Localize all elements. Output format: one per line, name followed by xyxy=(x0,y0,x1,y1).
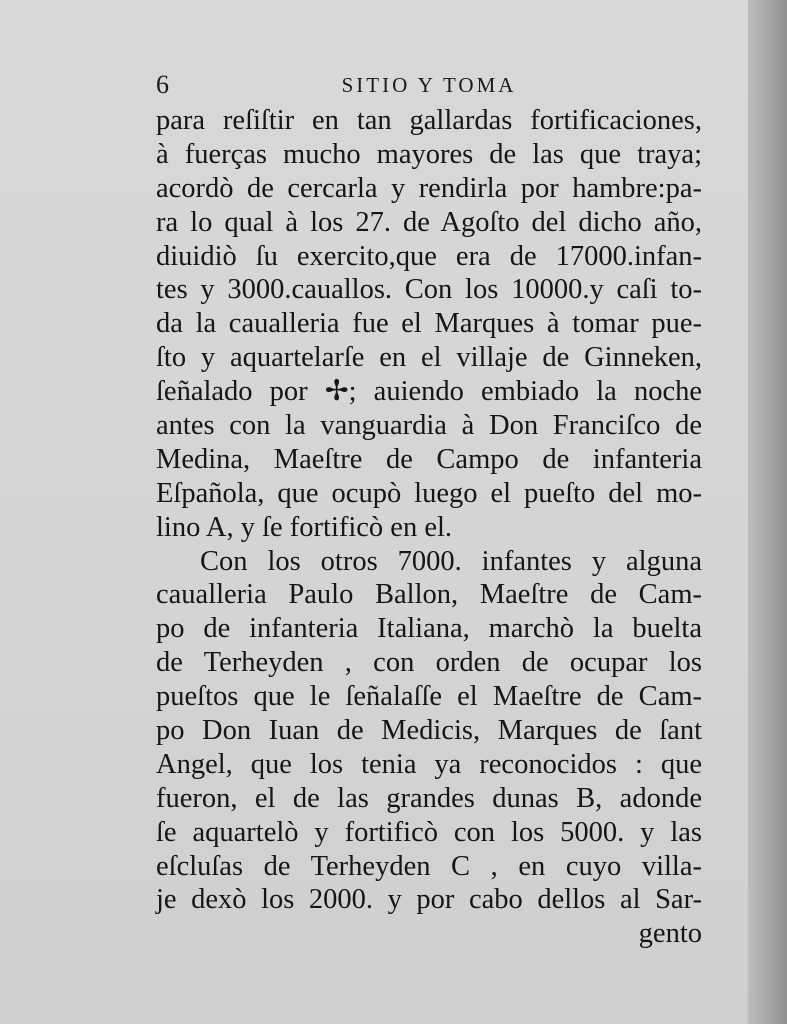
text-line: Eſpañola, que ocupò luego el pueſto del mo- xyxy=(156,477,702,509)
page-number: 6 xyxy=(156,70,169,99)
text-line: ſeñalado por ✢; auiendo embiado la noche xyxy=(156,376,702,408)
text-line: ſe aquartelò y fortificò con los 5000. y las xyxy=(156,816,702,848)
text-line: à fuerças mucho mayores de las que traya; xyxy=(156,138,702,170)
text-line: pueſtos que le ſeñalaſſe el Maeſtre de Cam- xyxy=(156,681,702,713)
text-line: fueron, el de las grandes dunas B, adonde xyxy=(156,782,702,814)
text-line: Con los otros 7000. infantes y alguna xyxy=(200,545,702,577)
text-line: caualleria Paulo Ballon, Maeſtre de Cam- xyxy=(156,579,702,611)
page-header xyxy=(156,70,702,102)
text-line: Medina, Maeſtre de Campo de infanteria xyxy=(156,443,702,475)
page-edge xyxy=(748,0,787,1024)
text-line: diuidiò ſu exercito,que era de 17000.infan- xyxy=(156,240,702,272)
text-line: antes con la vanguardia à Don Franciſco de xyxy=(156,410,702,442)
text-line: da la caualleria fue el Marques à tomar pue- xyxy=(156,308,702,340)
text-line: po de infanteria Italiana, marchò la buelta xyxy=(156,613,702,645)
running-head: SITIO Y TOMA xyxy=(341,73,517,97)
text-line: Angel, que los tenia ya reconocidos : que xyxy=(156,748,702,780)
text-line: ra lo qual à los 27. de Agoſto del dicho año, xyxy=(156,206,702,238)
text-line: po Don Iuan de Medicis, Marques de ſant xyxy=(156,715,702,747)
text-line: para reſiſtir en tan gallardas fortificaciones, xyxy=(156,105,702,136)
text-line: eſcluſas de Terheyden C , en cuyo villa- xyxy=(156,850,702,882)
catchword: gento xyxy=(638,918,702,950)
text-line: acordò de cercarla y rendirla por hambre:pa- xyxy=(156,172,702,204)
text-line: lino A, y ſe fortificò en el. xyxy=(156,511,453,543)
text-line: tes y 3000.cauallos. Con los 10000.y caſi to- xyxy=(156,274,702,306)
text-line: je dexò los 2000. y por cabo dellos al Sar- xyxy=(156,884,702,916)
body-text xyxy=(156,104,702,951)
text-line: de Terheyden , con orden de ocupar los xyxy=(156,647,702,679)
text-line: ſto y aquartelarſe en el villaje de Ginneken, xyxy=(156,342,702,374)
